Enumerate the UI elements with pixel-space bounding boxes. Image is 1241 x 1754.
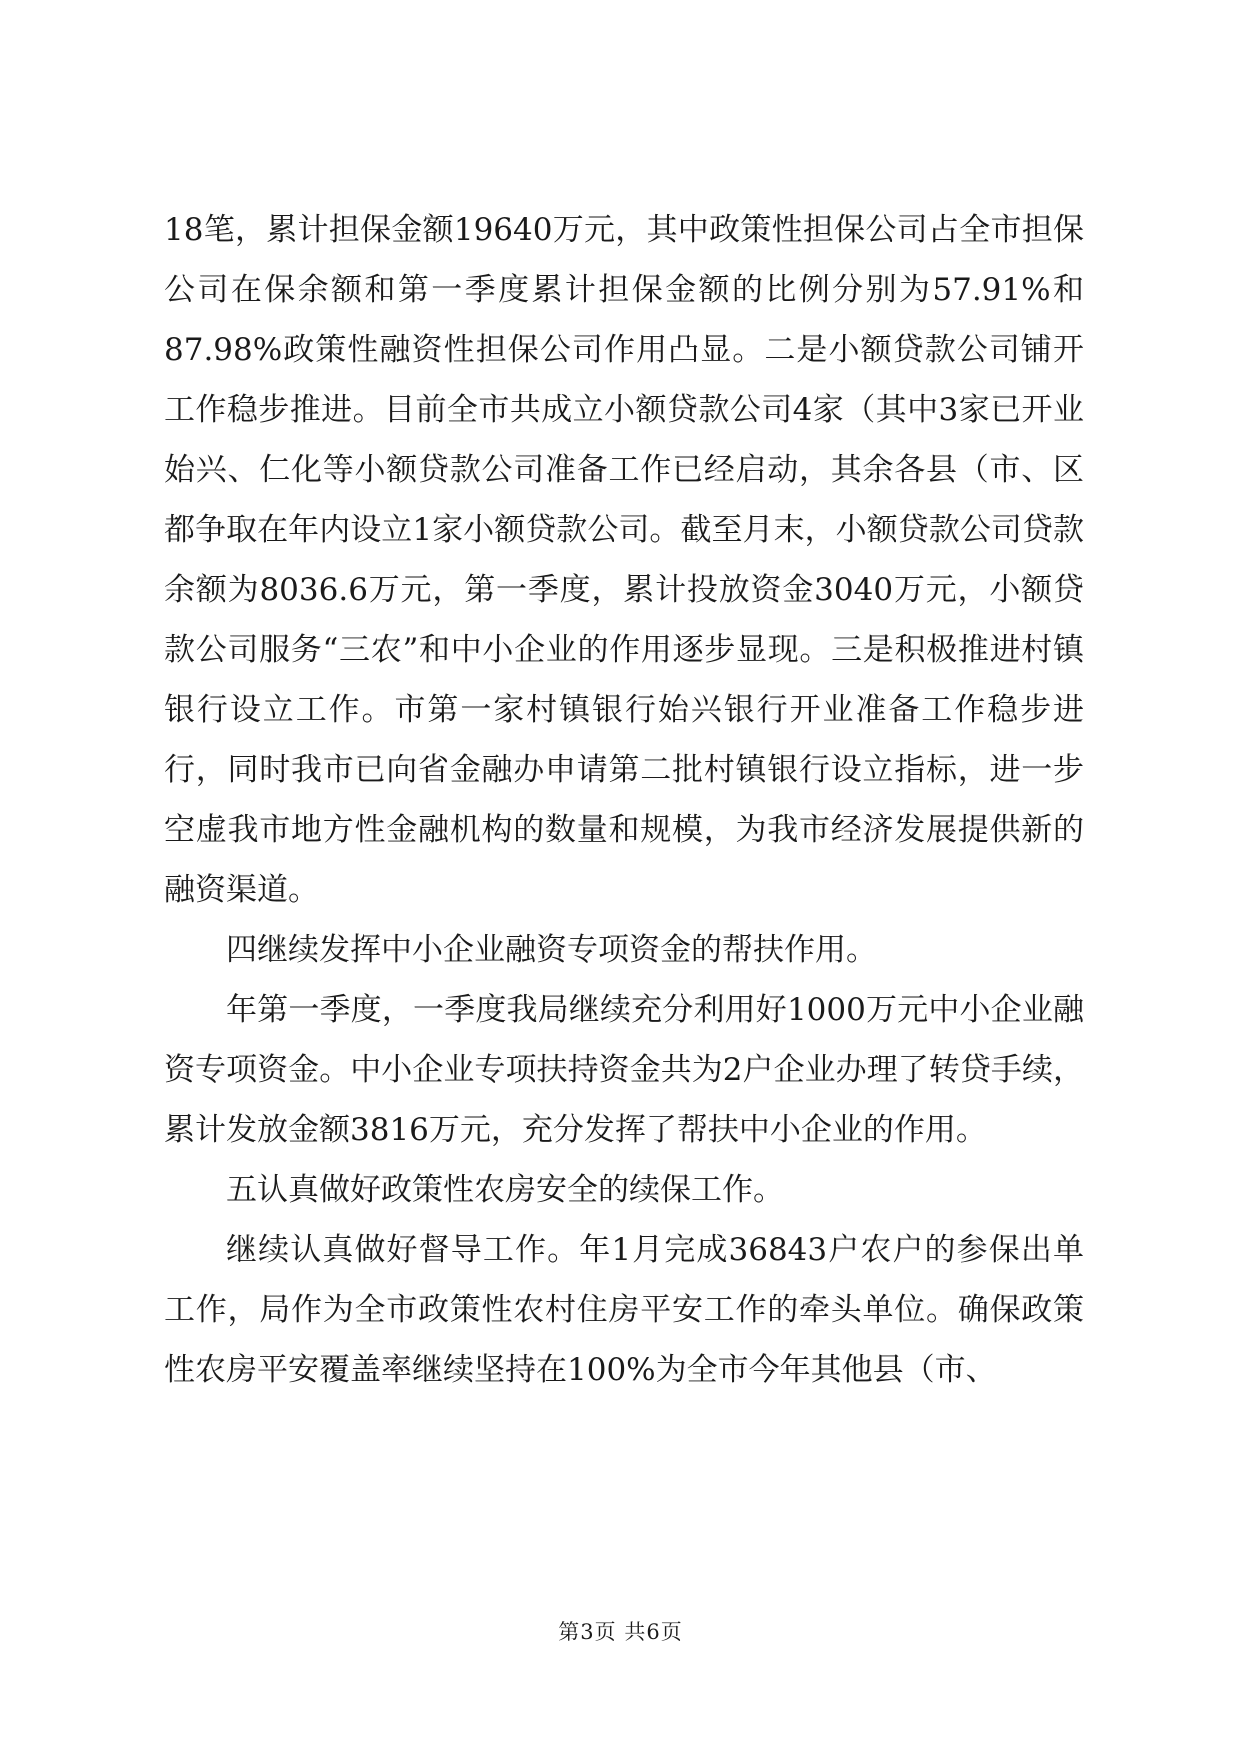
paragraph-guarantee-and-microcredit: 18笔，累计担保金额19640万元，其中政策性担保公司占全市担保公司在保余额和第一季度累计担保金额的比例分别为57.91%和87.98%政策性融资性担保公司作用凸显。二是小额贷款公司铺开工作稳步推进。目前全市共成立小额贷款公司4家（其中3家已开业始兴、仁化等小额贷款公司准备工作已经启动，其余各县（市、区都争取在年内设立1家小额贷款公司。截至月末，小额贷款公司贷款余额为8036.6万元，第一季度，累计投放资金3040万元，小额贷款公司服务“三农”和中小企业的作用逐步显现。三是积极推进村镇银行设立工作。市第一家村镇银行始兴银行开业准备工作稳步进行，同时我市已向省金融办申请第二批村镇银行设立指标，进一步空虚我市地方性金融机构的数量和规模，为我市经济发展提供新的融资渠道。	[164, 212, 1084, 908]
page-footer: 第3页 共6页	[558, 1620, 683, 1644]
paragraph-special-fund: 年第一季度，一季度我局继续充分利用好1000万元中小企业融资专项资金。中小企业专项扶持资金共为2户企业办理了转贷手续，累计发放金额3816万元，充分发挥了帮扶中小企业的作用。	[164, 992, 1084, 1148]
heading-section-four: 四继续发挥中小企业融资专项资金的帮扶作用。	[226, 932, 877, 968]
heading-section-five: 五认真做好政策性农房安全的续保工作。	[226, 1172, 784, 1208]
paragraph-housing-insurance: 继续认真做好督导工作。年1月完成36843户农户的参保出单工作，局作为全市政策性农村住房平安工作的牵头单位。确保政策性农房平安覆盖率继续坚持在100%为全市今年其他县（市、	[164, 1232, 1084, 1388]
document-body	[164, 200, 1084, 1400]
